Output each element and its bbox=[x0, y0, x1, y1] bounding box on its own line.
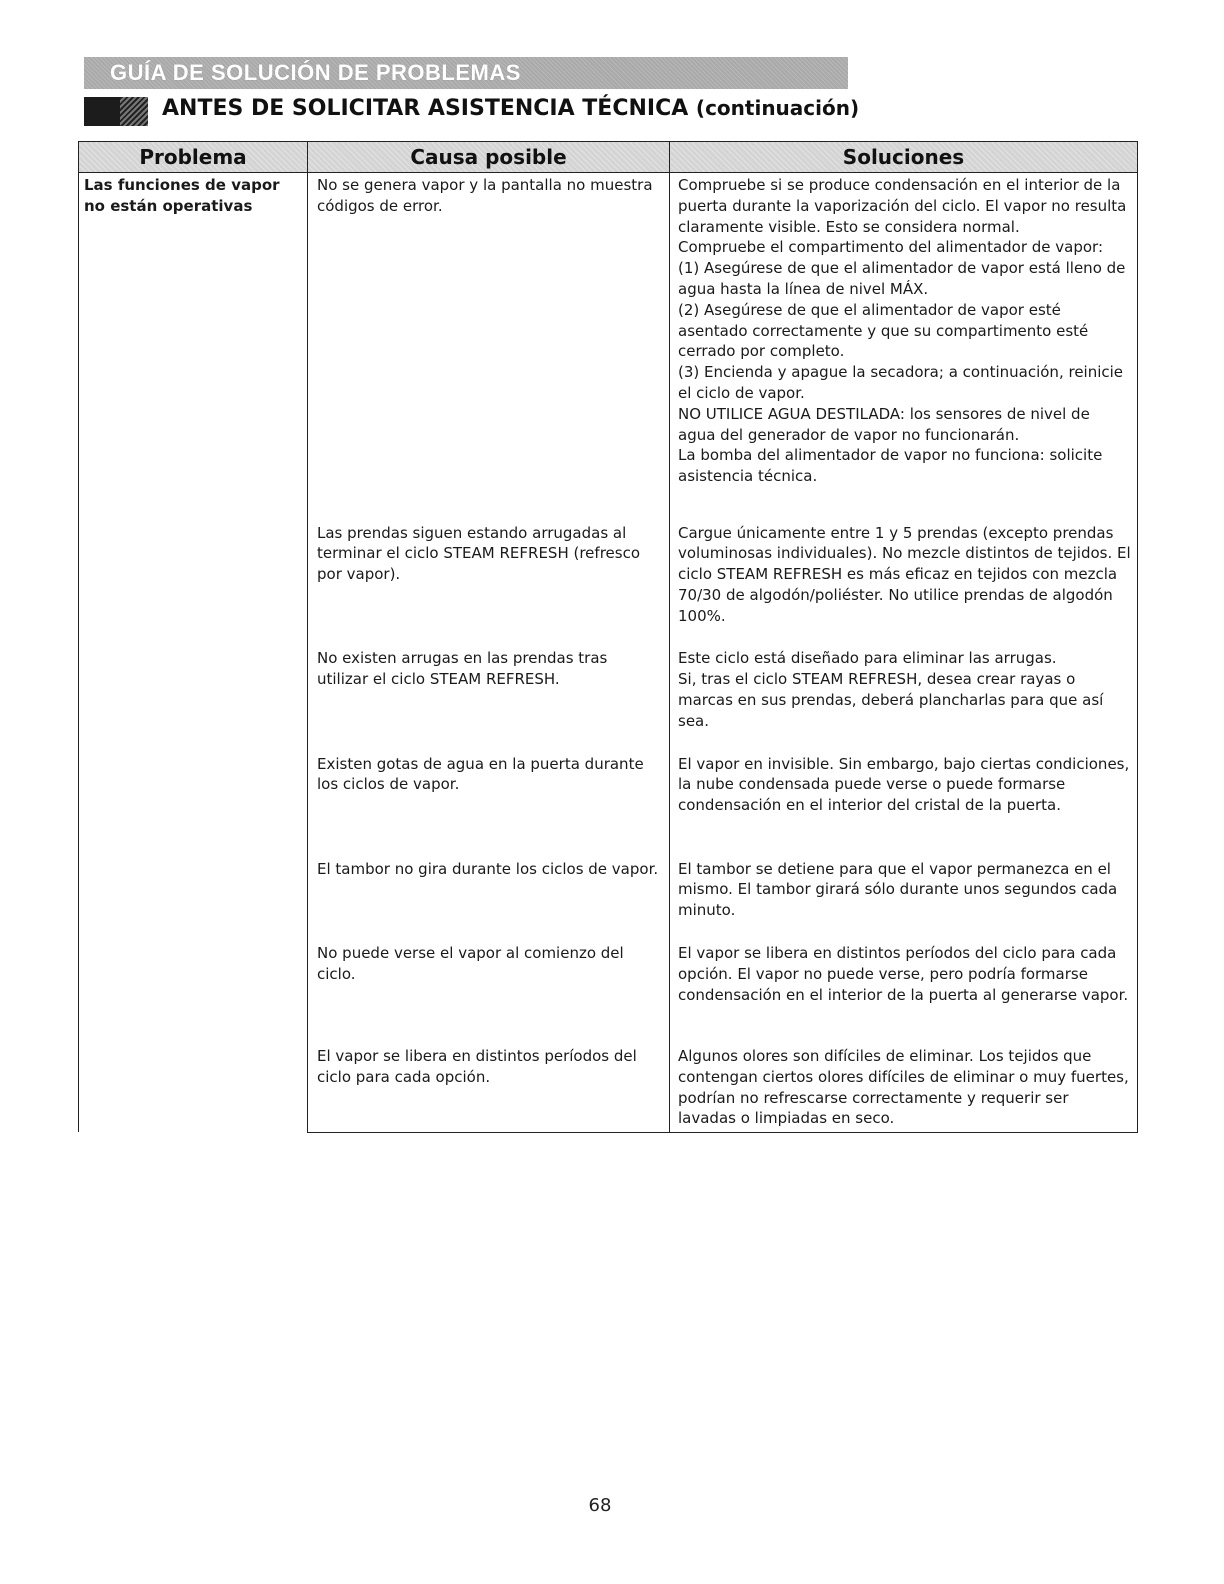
column-header-cause: Causa posible bbox=[308, 142, 670, 173]
table-header-row bbox=[79, 142, 1138, 173]
subtitle-continuation: (continuación) bbox=[695, 96, 860, 120]
subtitle-marker bbox=[84, 97, 148, 126]
cause-cell: Existen gotas de agua en la puerta durante los ciclos de vapor. bbox=[308, 732, 670, 837]
solution-cell: Algunos olores son difíciles de eliminar. Los tejidos que contengan ciertos olores difíciles de eliminar o muy fuertes, podrían no refrescarse correctamente y requerir ser lavadas o limpiadas en seco. bbox=[670, 1024, 1138, 1132]
solution-cell: El vapor en invisible. Sin embargo, bajo ciertas condiciones, la nube condensada puede verse o puede formarse condensación en el interior del cristal de la puerta. bbox=[670, 732, 1138, 837]
cause-cell: No existen arrugas en las prendas tras utilizar el ciclo STEAM REFRESH. bbox=[308, 626, 670, 731]
page-subtitle bbox=[162, 96, 859, 121]
solution-cell: El tambor se detiene para que el vapor permanezca en el mismo. El tambor girará sólo durante unos segundos cada minuto. bbox=[670, 837, 1138, 921]
solution-cell: Este ciclo está diseñado para eliminar las arrugas. Si, tras el ciclo STEAM REFRESH, desea crear rayas o marcas en sus prendas, deberá plancharlas para que así sea. bbox=[670, 626, 1138, 731]
problem-cell: Las funciones de vapor no están operativas bbox=[79, 173, 308, 1133]
table-row bbox=[79, 173, 1138, 501]
section-title: GUÍA DE SOLUCIÓN DE PROBLEMAS bbox=[110, 60, 521, 85]
column-header-problem: Problema bbox=[79, 142, 308, 173]
cause-cell: Las prendas siguen estando arrugadas al terminar el ciclo STEAM REFRESH (refresco por vapor). bbox=[308, 501, 670, 627]
cause-cell: No se genera vapor y la pantalla no muestra códigos de error. bbox=[308, 173, 670, 501]
cause-cell: El vapor se libera en distintos períodos del ciclo para cada opción. bbox=[308, 1024, 670, 1132]
cause-cell: El tambor no gira durante los ciclos de vapor. bbox=[308, 837, 670, 921]
solution-cell: El vapor se libera en distintos períodos del ciclo para cada opción. El vapor no puede verse, pero podría formarse condensación en el interior de la puerta al generarse vapor. bbox=[670, 921, 1138, 1024]
page-number: 68 bbox=[588, 1495, 612, 1516]
section-banner bbox=[84, 57, 848, 89]
subtitle-text: ANTES DE SOLICITAR ASISTENCIA TÉCNICA bbox=[162, 96, 689, 121]
column-header-solutions: Soluciones bbox=[670, 142, 1138, 173]
troubleshooting-table bbox=[78, 141, 1138, 1133]
solution-cell: Cargue únicamente entre 1 y 5 prendas (excepto prendas voluminosas individuales). No mezcle distintos de tejidos. El ciclo STEAM REFRESH es más eficaz en tejidos con mezcla 70/30 de algodón/poliéster. No utilice prendas de algodón 100%. bbox=[670, 501, 1138, 627]
solution-cell: Compruebe si se produce condensación en el interior de la puerta durante la vaporización del ciclo. El vapor no resulta claramente visible. Esto se considera normal. Compruebe el compartimento del alimentador de vapor: (1) Asegúrese de que el alimentador de vapor está lleno de agua hasta la línea de nivel MÁX. (2) Asegúrese de que el alimentador de vapor esté asentado correctamente y que su compartimento esté cerrado por completo. (3) Encienda y apague la secadora; a continuación, reinicie el ciclo de vapor. NO UTILICE AGUA DESTILADA: los sensores de nivel de agua del generador de vapor no funcionarán. La bomba del alimentador de vapor no funciona: solicite asistencia técnica. bbox=[670, 173, 1138, 501]
cause-cell: No puede verse el vapor al comienzo del ciclo. bbox=[308, 921, 670, 1024]
